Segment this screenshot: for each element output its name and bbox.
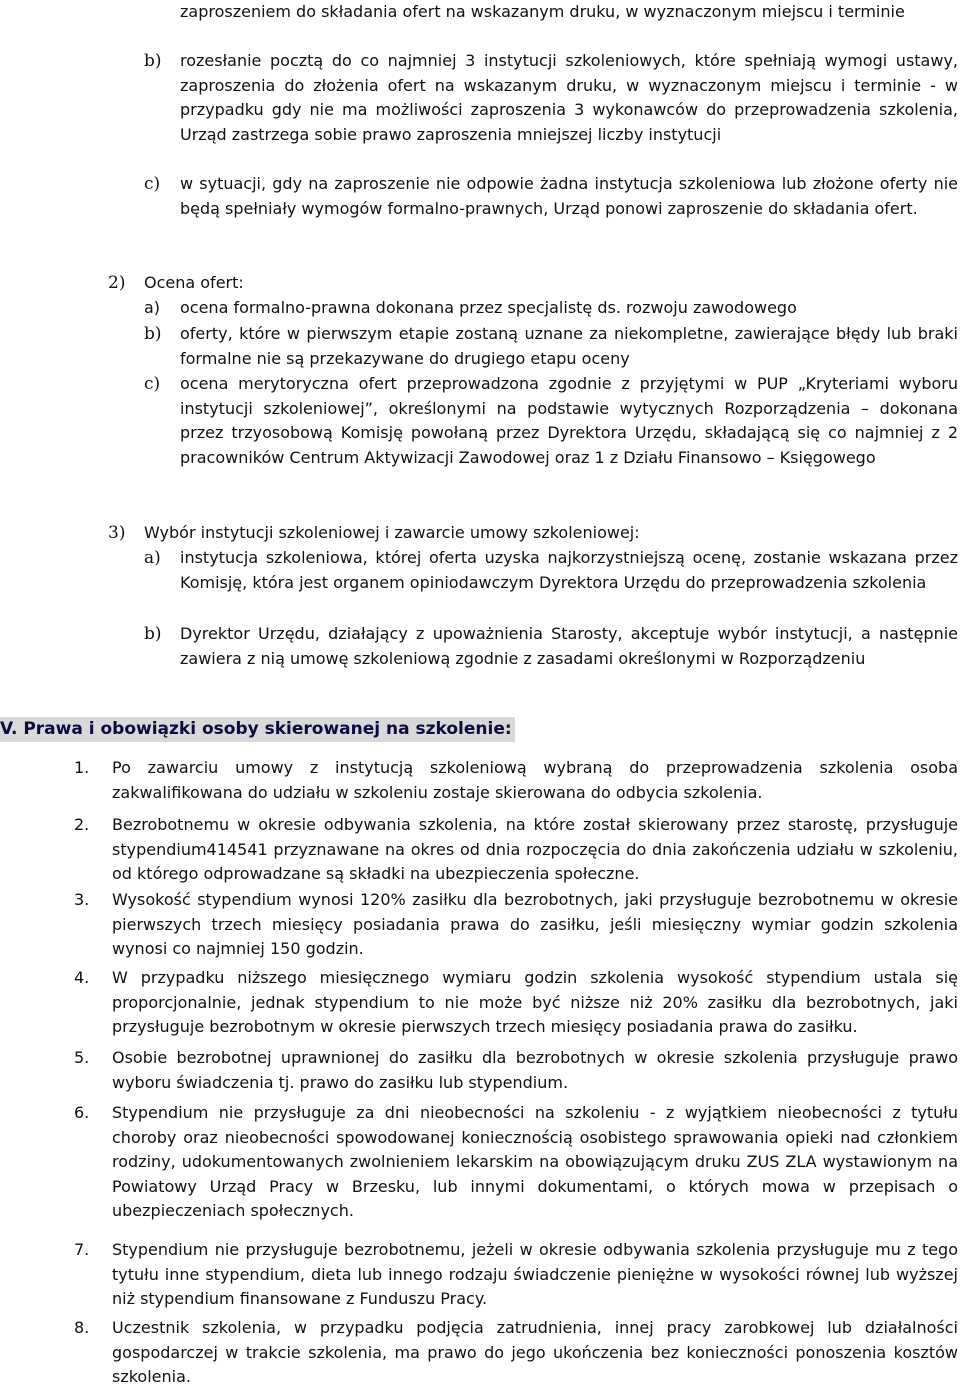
intro-c-text: w sytuacji, gdy na zaproszenie nie odpowie żadna instytucja szkoleniowa lub złożone oferty nie będą spełniały wymogów formalno-prawnych, Urząd ponowi zaproszenie do składania ofert. [180,174,958,218]
item-1-text: Po zawarciu umowy z instytucją szkoleniową wybraną do przeprowadzenia szkolenia osoba zakwalifikowana do udziału w szkoleniu zostaje skierowana do odbycia szkolenia. [112,758,958,802]
item-3-text: Wysokość stypendium wynosi 120% zasiłku dla bezrobotnych, jaki przysługuje bezrobotnemu w okresie pierwszych trzech miesięcy posiadania prawa do zasiłku, jeśli miesięczny wymiar godzin szkolenia wynosi co najmniej 150 godzin. [112,890,958,958]
section2-b-text: oferty, które w pierwszym etapie zostaną uznane za niekompletne, zawierające błędy lub braki formalne nie są przekazywane do drugiego etapu oceny [180,324,958,368]
section3-marker: 3) [108,523,126,543]
intro-b-marker: b) [144,51,162,71]
item-6-number: 6. [74,1103,90,1122]
section3-title: Wybór instytucji szkoleniowej i zawarcie umowy szkoleniowej: [144,523,640,542]
item-5-number: 5. [74,1048,90,1067]
section3-b-text: Dyrektor Urzędu, działający z upoważnienia Starosty, akceptuje wybór instytucji, a następnie zawiera z nią umowę szkoleniową zgodnie z zasadami określonymi w Rozporządzeniu [180,624,958,668]
item-1-number: 1. [74,758,90,777]
section3-b-marker: b) [144,624,162,644]
section3-a-marker: a) [144,548,161,568]
section2-b-marker: b) [144,324,162,344]
section2-a-text: ocena formalno-prawna dokonana przez specjalistę ds. rozwoju zawodowego [180,298,797,317]
section2-marker: 2) [108,273,126,293]
item-2-text: Bezrobotnemu w okresie odbywania szkolenia, na które został skierowany przez starostę, przysługuje stypendium414541 przyznawane na okres od dnia rozpoczęcia do dnia zakończenia udziału w szkoleniu, od którego odprowadzane są składki na ubezpieczenia społeczne. [112,815,958,883]
item-3-number: 3. [74,890,90,909]
item-2-number: 2. [74,815,90,834]
intro-c-marker: c) [144,174,161,194]
section2-c-text: ocena merytoryczna ofert przeprowadzona zgodnie z przyjętymi w PUP „Kryteriami wyboru instytucji szkoleniowej”, określonymi na podstawie wytycznych Rozporządzenia – dokonana przez trzyosobową Komisję powołaną przez Dyrektora Urzędu, składającą się co najmniej z 2 pracowników Centrum Aktywizacji Zawodowej oraz 1 z Działu Finansowo – Księgowego [180,374,958,467]
intro-a-tail: zaproszeniem do składania ofert na wskazanym druku, w wyznaczonym miejscu i terminie [180,2,905,21]
section2-title: Ocena ofert: [144,273,244,292]
section2-c-marker: c) [144,374,161,394]
item-7-text: Stypendium nie przysługuje bezrobotnemu, jeżeli w okresie odbywania szkolenia przysługuje mu z tego tytułu inne stypendium, dieta lub innego rodzaju świadczenie pieniężne w wysokości równej lub wyższej niż stypendium finansowane z Funduszu Pracy. [112,1240,958,1308]
intro-b-text: rozesłanie pocztą do co najmniej 3 instytucji szkoleniowych, które spełniają wymogi ustawy, zaproszenia do złożenia ofert na wskazanym druku, w wyznaczonym miejscu i terminie - w przypadku gdy nie ma możliwości zaproszenia 3 wykonawców do przeprowadzenia szkolenia, Urząd zastrzega sobie prawo zaproszenia mniejszej liczby instytucji [180,51,958,144]
item-6-text: Stypendium nie przysługuje za dni nieobecności na szkoleniu - z wyjątkiem nieobecności z tytułu choroby oraz nieobecności spowodowanej koniecznością osobistego sprawowania opieki nad członkiem rodziny, udokumentowanych zwolnieniem lekarskim na obowiązującym druku ZUS ZLA wystawionym na Powiatowy Urząd Pracy w Brzesku, lub innymi dokumentami, o których mowa w przepisach o ubezpieczeniach społecznych. [112,1103,958,1220]
item-8-number: 8. [74,1318,90,1337]
item-8-text: Uczestnik szkolenia, w przypadku podjęcia zatrudnienia, innej pracy zarobkowej lub działalności gospodarczej w trakcie szkolenia, ma prawo do jego ukończenia bez konieczności ponoszenia kosztów szkolenia. [112,1318,958,1386]
item-4-number: 4. [74,968,90,987]
item-7-number: 7. [74,1240,90,1259]
section2-a-marker: a) [144,298,161,317]
section5-heading: V. Prawa i obowiązki osoby skierowanej na szkolenie: [0,717,515,742]
section3-a-text: instytucja szkoleniowa, której oferta uzyska najkorzystniejszą ocenę, zostanie wskazana przez Komisję, która jest organem opiniodawczym Dyrektora Urzędu do przeprowadzenia szkolenia [180,548,958,592]
item-4-text: W przypadku niższego miesięcznego wymiaru godzin szkolenia wysokość stypendium ustala się proporcjonalnie, jednak stypendium to nie może być niższe niż 20% zasiłku dla bezrobotnych, jaki przysługuje bezrobotnym w okresie pierwszych trzech miesięcy posiadania prawa do zasiłku. [112,968,958,1036]
item-5-text: Osobie bezrobotnej uprawnionej do zasiłku dla bezrobotnych w okresie szkolenia przysługuje prawo wyboru świadczenia tj. prawo do zasiłku lub stypendium. [112,1048,958,1092]
